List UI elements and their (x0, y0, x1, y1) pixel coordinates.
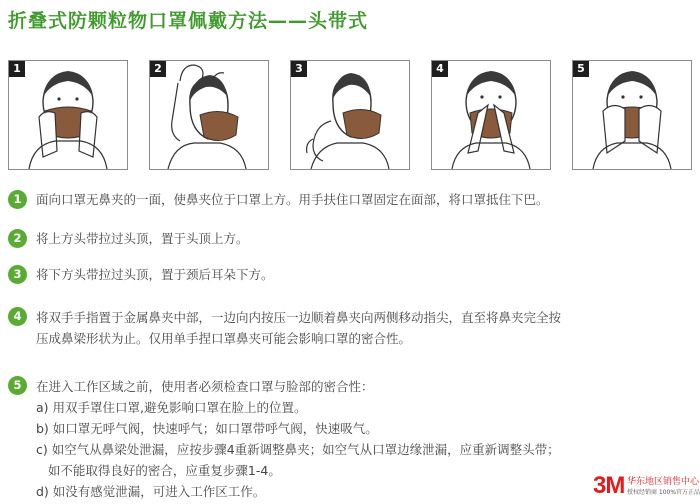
person-pulling-bottom-strap-illustration (291, 61, 409, 169)
person-holding-mask-illustration (9, 61, 127, 169)
step-text: 将上方头带拉过头顶，置于头顶上方。 (36, 231, 249, 246)
step-illustration-1 (8, 60, 128, 170)
sub-item-b: b) 如口罩无呼气阀，快速呼气；如口罩带呼气阀，快速吸气。 (36, 421, 378, 436)
panel-number: 3 (291, 61, 307, 77)
page-title: 折叠式防颗粒物口罩佩戴方法——头带式 (8, 10, 369, 32)
sub-item-d: d) 如没有感觉泄漏，可进入工作区工作。 (36, 484, 266, 499)
step-illustration-2 (149, 60, 269, 170)
panel-number: 2 (150, 61, 166, 77)
logo-line-2: 授权经销商 100%官方正品 (627, 489, 700, 496)
panel-number: 1 (9, 61, 25, 77)
logo-line-1: 华东地区销售中心 (627, 477, 700, 487)
sub-item-c-continued: 如不能取得良好的密合，应重复步骤1-4。 (36, 463, 281, 478)
person-checking-seal-illustration (573, 61, 691, 169)
step-number-badge: 5 (8, 376, 27, 395)
step-illustration-5 (572, 60, 692, 170)
illustration-strip (8, 60, 688, 168)
step-number-badge: 4 (8, 307, 27, 326)
panel-number: 4 (432, 61, 448, 77)
step-text: 在进入工作区域之前，使用者必须检查口罩与脸部的密合性： (36, 379, 374, 394)
step-number-badge: 1 (8, 190, 27, 209)
step-illustration-4 (431, 60, 551, 170)
person-pulling-top-strap-illustration (150, 61, 268, 169)
step-text: 压成鼻梁形状为止。仅用单手捏口罩鼻夹可能会影响口罩的密合性。 (36, 331, 412, 346)
step-text: 面向口罩无鼻夹的一面，使鼻夹位于口罩上方。用手扶住口罩固定在面部，将口罩抵住下巴。 (36, 192, 549, 207)
sub-item-a: a) 用双手罩住口罩,避免影响口罩在脸上的位置。 (36, 400, 307, 415)
3m-logo (593, 472, 700, 501)
sub-item-c: c) 如空气从鼻梁处泄漏，应按步骤4重新调整鼻夹；如空气从口罩边缘泄漏，应重新调整头带； (36, 442, 560, 457)
person-pressing-nosepiece-illustration (432, 61, 550, 169)
step-number-badge: 2 (8, 229, 27, 248)
panel-number: 5 (573, 61, 589, 77)
step-illustration-3 (290, 60, 410, 170)
brand-mark: 3M (593, 472, 625, 499)
step-text: 将下方头带拉过头顶，置于颈后耳朵下方。 (36, 267, 274, 282)
step-number-badge: 3 (8, 265, 27, 284)
step-text: 将双手手指置于金属鼻夹中部，一边向内按压一边顺着鼻夹向两侧移动指尖，直至将鼻夹完全按 (36, 310, 562, 325)
